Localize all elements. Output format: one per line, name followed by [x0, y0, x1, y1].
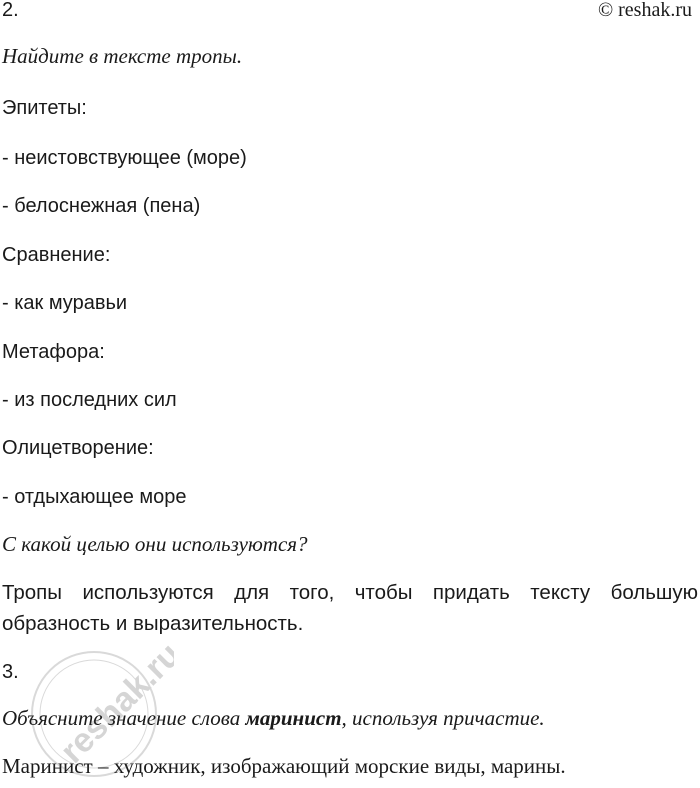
- task3-question: [2, 706, 545, 731]
- task3-question-term: маринист: [245, 706, 342, 730]
- metaphor-item: - из последних сил: [2, 389, 177, 411]
- epithet-item: - неистовствующее (море): [2, 147, 247, 169]
- task3-number: 3.: [2, 661, 19, 683]
- task2-question2: С какой целью они используются?: [2, 532, 308, 556]
- task-number: 2.: [2, 0, 19, 21]
- epithets-heading: Эпитеты:: [2, 97, 87, 119]
- metaphor-heading: Метафора:: [2, 341, 105, 363]
- task3-question-suffix: , используя причастие.: [341, 706, 545, 730]
- copyright-label: © reshak.ru: [597, 0, 692, 21]
- task2-answer2: Тропы используются для того, чтобы придать тексту большую образность и выразительность.: [2, 581, 698, 635]
- comparison-heading: Сравнение:: [2, 244, 111, 266]
- watermark-text: reshak.ru: [52, 636, 174, 771]
- personification-heading: Олицетворение:: [2, 437, 154, 459]
- task3-question-prefix: Объясните значение слова: [2, 706, 246, 730]
- task3-answer: Маринист – художник, изображающий морские виды, марины.: [2, 754, 566, 778]
- personification-item: - отдыхающее море: [2, 486, 187, 508]
- epithet-item: - белоснежная (пена): [2, 195, 201, 217]
- comparison-item: - как муравьи: [2, 292, 128, 314]
- task2-question: Найдите в тексте тропы.: [2, 44, 243, 68]
